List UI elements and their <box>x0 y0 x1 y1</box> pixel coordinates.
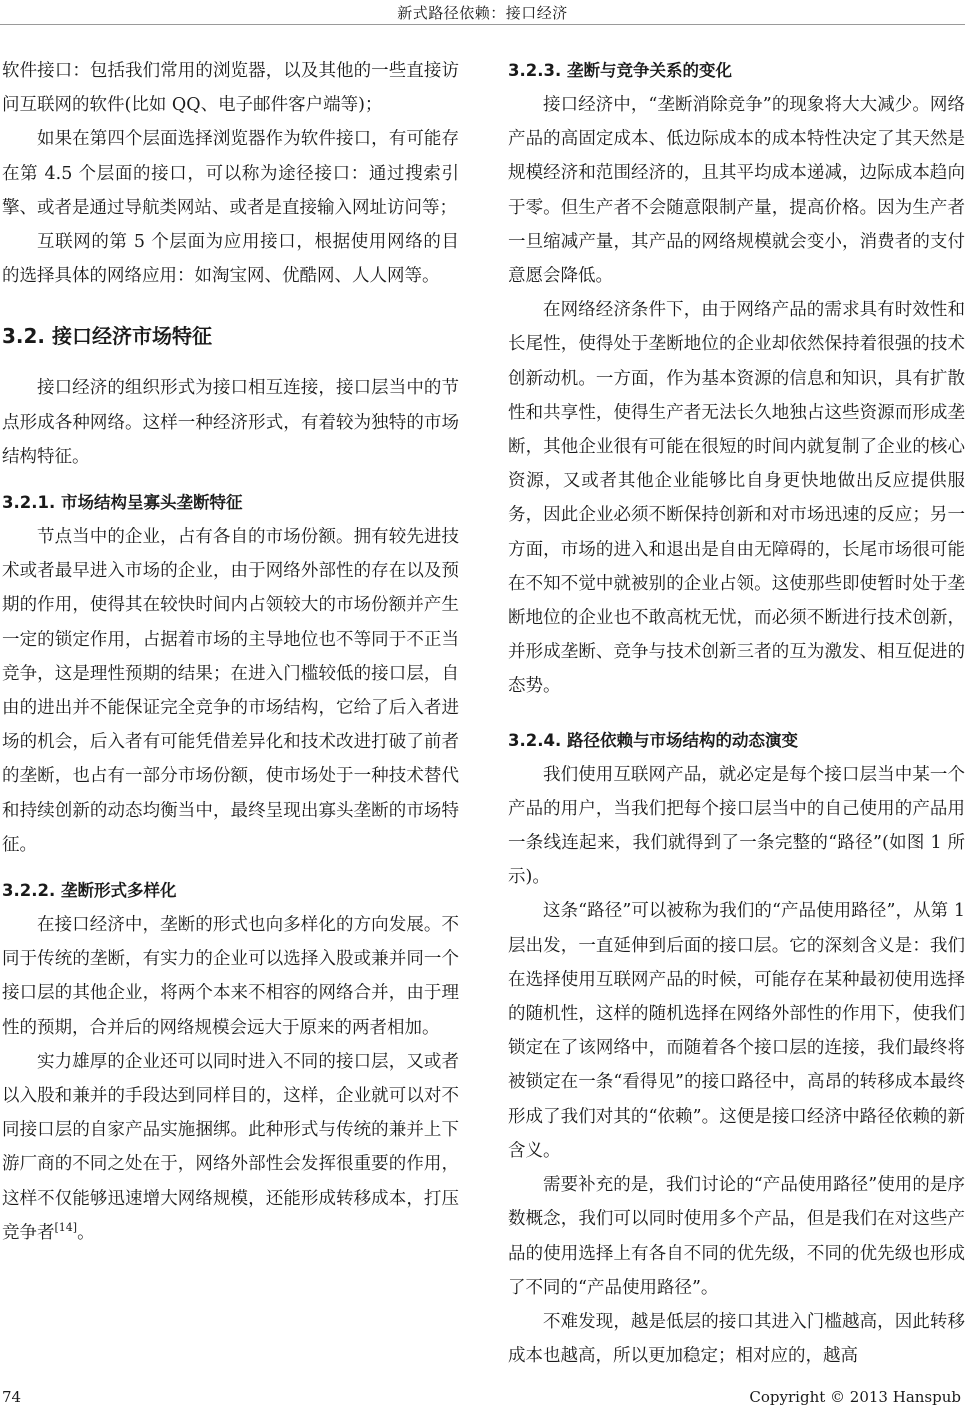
body-paragraph: 不难发现，越是低层的接口其进入门槛越高，因此转移成本也越高，所以更加稳定；相对应的，越高 <box>508 1311 965 1367</box>
body-paragraph: 在网络经济条件下，由于网络产品的需求具有时效性和长尾性，使得处于垄断地位的企业却依然保持着很强的技术创新动机。一方面，作为基本资源的信息和知识，具有扩散性和共享性，使得生产者无法长久地独占这些资源而形成垄断，其他企业很有可能在很短的时间内就复制了企业的核心资源，又或者其他企业能够比自身更快地做出反应提供服务，因此企业必须不断保持创新和对市场迅速的反应；另一方面，市场的进入和退出是自由无障碍的，长尾市场很可能在不知不觉中就被别的企业占领。这使那些即使暂时处于垄断地位的企业也不敢高枕无忧，而必须不断进行技术创新，并形成垄断、竞争与技术创新三者的互为激发、相互促进的态势。 <box>508 300 965 697</box>
right-column <box>508 54 965 1373</box>
body-paragraph: 如果在第四个层面选择浏览器作为软件接口，有可能存在第 4.5 个层面的接口，可以称为途径接口：通过搜索引擎、或者是通过导航类网站、或者是直接输入网址访问等； <box>2 129 459 218</box>
subsection-heading: 3.2.3. 垄断与竞争关系的变化 <box>508 61 732 80</box>
subsection-heading: 3.2.4. 路径依赖与市场结构的动态演变 <box>508 730 798 750</box>
body-paragraph: 软件接口：包括我们常用的浏览器，以及其他的一些直接访问互联网的软件(比如 QQ、电子邮件客户端等)； <box>2 61 459 116</box>
subsection-heading: 3.2.1. 市场结构呈寡头垄断特征 <box>2 493 243 513</box>
subsection-heading: 3.2.2. 垄断形式多样化 <box>2 881 177 901</box>
page-number: 74 <box>2 1388 22 1406</box>
body-paragraph: 接口经济的组织形式为接口相互连接，接口层当中的节点形成各种网络。这样一种经济形式，有着较为独特的市场结构特征。 <box>2 378 459 467</box>
body-paragraph: 需要补充的是，我们讨论的“产品使用路径”使用的是序数概念，我们可以同时使用多个产品，但是我们在对这些产品的使用选择上有各自不同的优先级，不同的优先级也形成了不同的“产品使用路径”。 <box>508 1175 965 1298</box>
left-column <box>2 54 459 1250</box>
body-paragraph <box>2 1045 459 1250</box>
paragraph-text: 实力雄厚的企业还可以同时进入不同的接口层，又或者以入股和兼并的手段达到同样目的，这样，企业就可以对不同接口层的自家产品实施捆绑。此种形式与传统的兼并上下游厂商的不同之处在于，网络外部性会发挥很重要的作用，这样不仅能够迅速增大网络规模，还能形成转移成本，打压竞争者 <box>2 1051 459 1243</box>
body-paragraph: 互联网的第 5 个层面为应用接口，根据使用网络的目的选择具体的网络应用：如淘宝网、优酷网、人人网等。 <box>2 232 459 287</box>
body-paragraph: 在接口经济中，垄断的形式也向多样化的方向发展。不同于传统的垄断，有实力的企业可以选择入股或兼并同一个接口层的其他企业，将两个本来不相容的网络合并，由于理性的预期，合并后的网络规模会远大于原来的两者相加。 <box>2 915 459 1038</box>
body-paragraph: 这条“路径”可以被称为我们的“产品使用路径”，从第 1 层出发，一直延伸到后面的接口层。它的深刻含义是：我们在选择使用互联网产品的时候，可能存在某种最初使用选择的随机性，这样的随机选择在网络外部性的作用下，使我们锁定在了该网络中，而随着各个接口层的连接，我们最终将被锁定在一条“看得见”的接口路径中，高昂的转移成本最终形成了我们对其的“依赖”。这便是接口经济中路径依赖的新含义。 <box>508 901 965 1161</box>
header-rule <box>0 24 965 25</box>
paragraph-end: 。 <box>77 1222 95 1243</box>
copyright-notice: Copyright © 2013 Hanspub <box>749 1388 961 1406</box>
body-paragraph: 接口经济中，“垄断消除竞争”的现象将大大减少。网络产品的高固定成本、低边际成本的成本特性决定了其天然是规模经济和范围经济的，且其平均成本递减，边际成本趋向于零。但生产者不会随意限制产量，提高价格。因为生产者一旦缩减产量，其产品的网络规模就会变小，消费者的支付意愿会降低。 <box>508 95 965 287</box>
running-header: 新式路径依赖：接口经济 <box>397 4 568 22</box>
body-paragraph: 节点当中的企业，占有各自的市场份额。拥有较先进技术或者最早进入市场的企业，由于网络外部性的存在以及预期的作用，使得其在较快时间内占领较大的市场份额并产生一定的锁定作用，占据着市场的主导地位也不等同于不正当竞争，这是理性预期的结果；在进入门槛较低的接口层，自由的进出并不能保证完全竞争的市场结构，它给了后入者进场的机会，后入者有可能凭借差异化和技术改进打破了前者的垄断，也占有一部分市场份额，使市场处于一种技术替代和持续创新的动态均衡当中，最终呈现出寡头垄断的市场特征。 <box>2 527 459 855</box>
section-heading: 3.2. 接口经济市场特征 <box>2 324 212 349</box>
body-paragraph: 我们使用互联网产品，就必定是每个接口层当中某一个产品的用户，当我们把每个接口层当中的自己使用的产品用一条线连起来，我们就得到了一条完整的“路径”(如图 1 所示)。 <box>508 764 965 888</box>
citation-reference[interactable]: [14] <box>54 1220 78 1234</box>
